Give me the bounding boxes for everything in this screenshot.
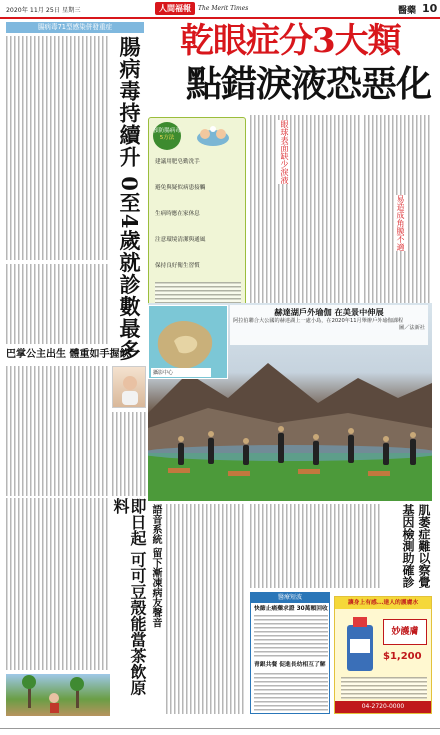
center-lower-article-body	[250, 504, 382, 588]
map-inset-label: 攝影中心	[153, 370, 174, 376]
yoga-caption-credit: 圖／法新社	[399, 325, 425, 331]
issue-date: 2020年 11月 25日 星期三	[6, 7, 81, 14]
news-brief-item1-title: 快篩止痛藥求證 30萬顆回收	[254, 606, 328, 612]
voice-headline: 語音系統 留下漸凍病友聲音	[150, 504, 161, 628]
prevention-item-1: 建議用肥皂勤洗手	[155, 159, 200, 165]
yoga-caption-title: 赫達湖戶外瑜伽 在美景中伸展	[274, 307, 384, 317]
masthead-rule	[0, 17, 440, 19]
prevention-item-5: 保持良好衛生習慣	[155, 263, 200, 269]
cocoa-photo-image	[6, 674, 110, 716]
ad-product-image	[343, 615, 377, 673]
yoga-photo	[148, 303, 432, 501]
mid-left-article-body-2	[112, 412, 146, 496]
left-article-body-lower	[6, 264, 110, 344]
pull-quote-2: 易造成角膜不適	[396, 195, 405, 251]
left-banner: 腸病毒71型感染併發重症	[6, 22, 144, 33]
cocoa-vertical-headline: 即日起 可可豆殼能當茶飲原料	[111, 498, 147, 696]
main-headline-line2: 點錯淚液恐惡化	[186, 63, 432, 105]
prevention-item-2: 避免與疑似病患接觸	[155, 185, 206, 191]
newspaper-logo: 人間福報	[155, 2, 195, 15]
page-number: 10	[422, 2, 438, 15]
hand-washing-icon	[193, 124, 233, 148]
ad-fine-print	[341, 677, 427, 699]
left-vertical-headline: 腸病毒持續升 0至4歲就診數最多	[117, 36, 142, 362]
pull-quote-1: 眼球表面缺少淚液	[280, 120, 289, 184]
ad-contact-bar: 04-2720-0000	[335, 701, 431, 713]
news-brief-title: 醫療短波	[251, 593, 329, 603]
prevention-box	[148, 117, 246, 321]
map-inset-image	[148, 305, 228, 379]
news-brief-box	[250, 592, 330, 714]
yoga-photo-caption	[230, 305, 428, 345]
mid-left-article-body	[6, 366, 110, 496]
ad-price: $1,200	[383, 651, 422, 662]
ad-brand-box: 妙護膚	[383, 619, 427, 645]
prevention-title: 預防腸病毒 5方法	[153, 122, 181, 150]
news-brief-item2-title: 青銀共餐 促進長幼相互了解	[254, 662, 326, 668]
baby-photo-image	[112, 366, 146, 408]
mid-left-headline: 巴掌公主出生 體重如手握飲	[6, 349, 130, 360]
masthead	[0, 0, 440, 18]
newspaper-logo-en: The Merit Times	[198, 5, 249, 12]
ad-headline-bar: 讓身上有感...達人的護膚水	[335, 597, 431, 609]
advertisement	[334, 596, 432, 714]
prevention-item-4: 注意環境清潔與通風	[155, 237, 206, 243]
main-headline-line1: 乾眼症分3大類	[180, 21, 401, 61]
prevention-item-3: 生病時應在家休息	[155, 211, 200, 217]
muscular-atrophy-vertical-headline: 肌萎症難以察覺 基因檢測助確診	[401, 504, 431, 588]
news-brief-item2-body	[254, 673, 328, 711]
left-article-body	[6, 36, 110, 260]
yoga-caption-body: 阿拉伯聯合大公國的赫達湖上一處小島，在2020年11月舉辦戶外瑜伽課程	[233, 318, 404, 324]
news-brief-item1-body	[254, 615, 328, 657]
mid-left-headline-box	[6, 348, 144, 362]
center-article-body	[250, 115, 362, 303]
voice-headline-box	[148, 504, 162, 676]
voice-article-body	[166, 504, 246, 714]
section-name: 醫藥	[398, 6, 417, 16]
bottom-rule	[0, 728, 440, 729]
cocoa-article-body	[6, 498, 110, 670]
